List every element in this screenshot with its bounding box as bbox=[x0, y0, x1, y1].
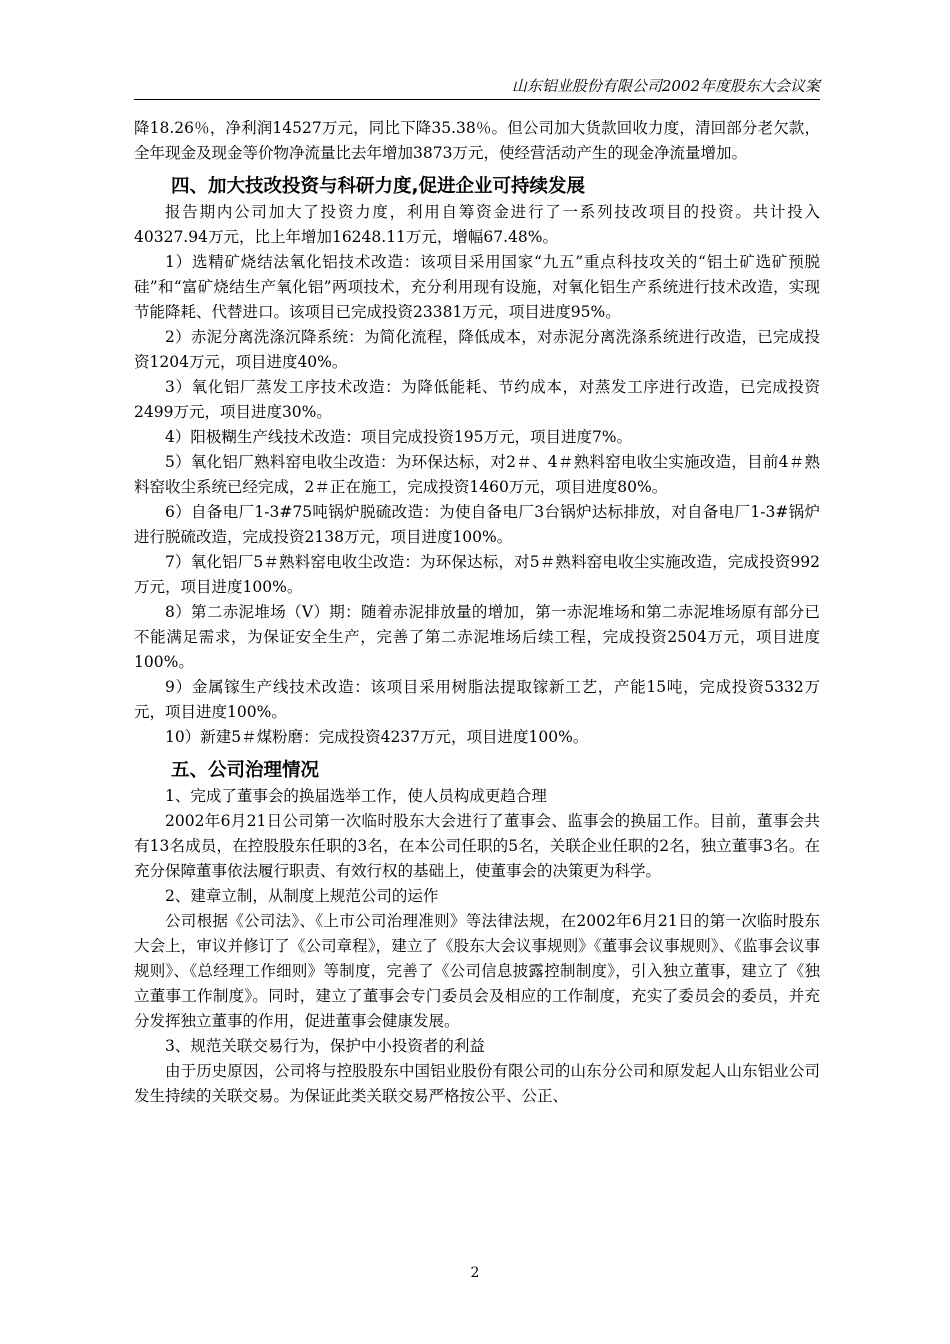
investment-item-8: 8）第二赤泥堆场（V）期：随着赤泥排放量的增加，第一赤泥堆场和第二赤泥堆场原有部分已不能满足需求，为保证安全生产，完善了第二赤泥堆场后续工程，完成投资2504万元，项目进度100%。 bbox=[134, 603, 820, 671]
governance-subheading-3: 3、规范关联交易行为，保护中小投资者的利益 bbox=[165, 1037, 485, 1055]
investment-item-6: 6）自备电厂1-3#75吨锅炉脱硫改造：为使自备电厂3台锅炉达标排放，对自备电厂1-3#锅炉进行脱硫改造，完成投资2138万元，项目进度100%。 bbox=[134, 503, 820, 546]
section-4-intro: 报告期内公司加大了投资力度，利用自筹资金进行了一系列技改项目的投资。共计投入40327.94万元，比上年增加16248.11万元，增幅67.48%。 bbox=[134, 203, 820, 246]
investment-item-9: 9）金属镓生产线技术改造：该项目采用树脂法提取镓新工艺，产能15吨，完成投资5332万元，项目进度100%。 bbox=[134, 678, 820, 721]
investment-item-5: 5）氧化铝厂熟料窑电收尘改造：为环保达标，对2＃、4＃熟料窑电收尘实施改造，目前4＃熟料窑收尘系统已经完成，2＃正在施工，完成投资1460万元，项目进度80%。 bbox=[134, 453, 820, 496]
investment-item-3: 3）氧化铝厂蒸发工序技术改造：为降低能耗、节约成本，对蒸发工序进行改造，已完成投资2499万元，项目进度30%。 bbox=[134, 378, 820, 421]
section-4-heading: 四、加大技改投资与科研力度,促进企业可持续发展 bbox=[171, 176, 586, 197]
governance-subheading-1: 1、完成了董事会的换届选举工作，使人员构成更趋合理 bbox=[165, 787, 547, 805]
investment-item-10: 10）新建5＃煤粉磨：完成投资4237万元，项目进度100%。 bbox=[165, 728, 589, 746]
paragraph-continuation: 降18.26％，净利润14527万元，同比下降35.38％。但公司加大货款回收力度，清回部分老欠款，全年现金及现金等价物净流量比去年增加3873万元，使经营活动产生的现金净流量增加。 bbox=[134, 119, 820, 162]
section-5-heading: 五、公司治理情况 bbox=[171, 760, 320, 781]
document-body bbox=[134, 116, 820, 1109]
governance-paragraph-1: 2002年6月21日公司第一次临时股东大会进行了董事会、监事会的换届工作。目前，董事会共有13名成员，在控股股东任职的3名，在本公司任职的5名，关联企业任职的2名，独立董事3名。在充分保障董事依法履行职责、有效行权的基础上，使董事会的决策更为科学。 bbox=[134, 812, 820, 880]
running-header-title: 山东铝业股份有限公司2002年度股东大会议案 bbox=[511, 77, 820, 95]
investment-item-7: 7）氧化铝厂5＃熟料窑电收尘改造：为环保达标，对5＃熟料窑电收尘实施改造，完成投资992万元，项目进度100%。 bbox=[134, 553, 820, 596]
investment-item-1: 1）选精矿烧结法氧化铝技术改造：该项目采用国家“九五”重点科技攻关的“铝土矿选矿预脱硅”和“富矿烧结生产氧化铝”两项技术，充分利用现有设施，对氧化铝生产系统进行技术改造，实现节能降耗、代替进口。该项目已完成投资23381万元，项目进度95%。 bbox=[134, 253, 820, 321]
governance-subheading-2: 2、建章立制，从制度上规范公司的运作 bbox=[165, 887, 439, 905]
header-rule bbox=[134, 99, 820, 100]
investment-item-2: 2）赤泥分离洗涤沉降系统：为简化流程，降低成本，对赤泥分离洗涤系统进行改造，已完成投资1204万元，项目进度40%。 bbox=[134, 328, 820, 371]
page-number: 2 bbox=[470, 1265, 480, 1281]
governance-paragraph-2: 公司根据《公司法》、《上市公司治理准则》等法律法规，在2002年6月21日的第一次临时股东大会上，审议并修订了《公司章程》，建立了《股东大会议事规则》《董事会议事规则》、《监事会议事规则》、《总经理工作细则》等制度，完善了《公司信息披露控制制度》，引入独立董事，建立了《独立董事工作制度》。同时，建立了董事会专门委员会及相应的工作制度，充实了委员会的委员，并充分发挥独立董事的作用，促进董事会健康发展。 bbox=[134, 912, 820, 1030]
investment-item-4: 4）阳极糊生产线技术改造：项目完成投资195万元，项目进度7%。 bbox=[165, 428, 633, 446]
governance-paragraph-3: 由于历史原因，公司将与控股股东中国铝业股份有限公司的山东分公司和原发起人山东铝业公司发生持续的关联交易。为保证此类关联交易严格按公平、公正、 bbox=[134, 1062, 820, 1105]
